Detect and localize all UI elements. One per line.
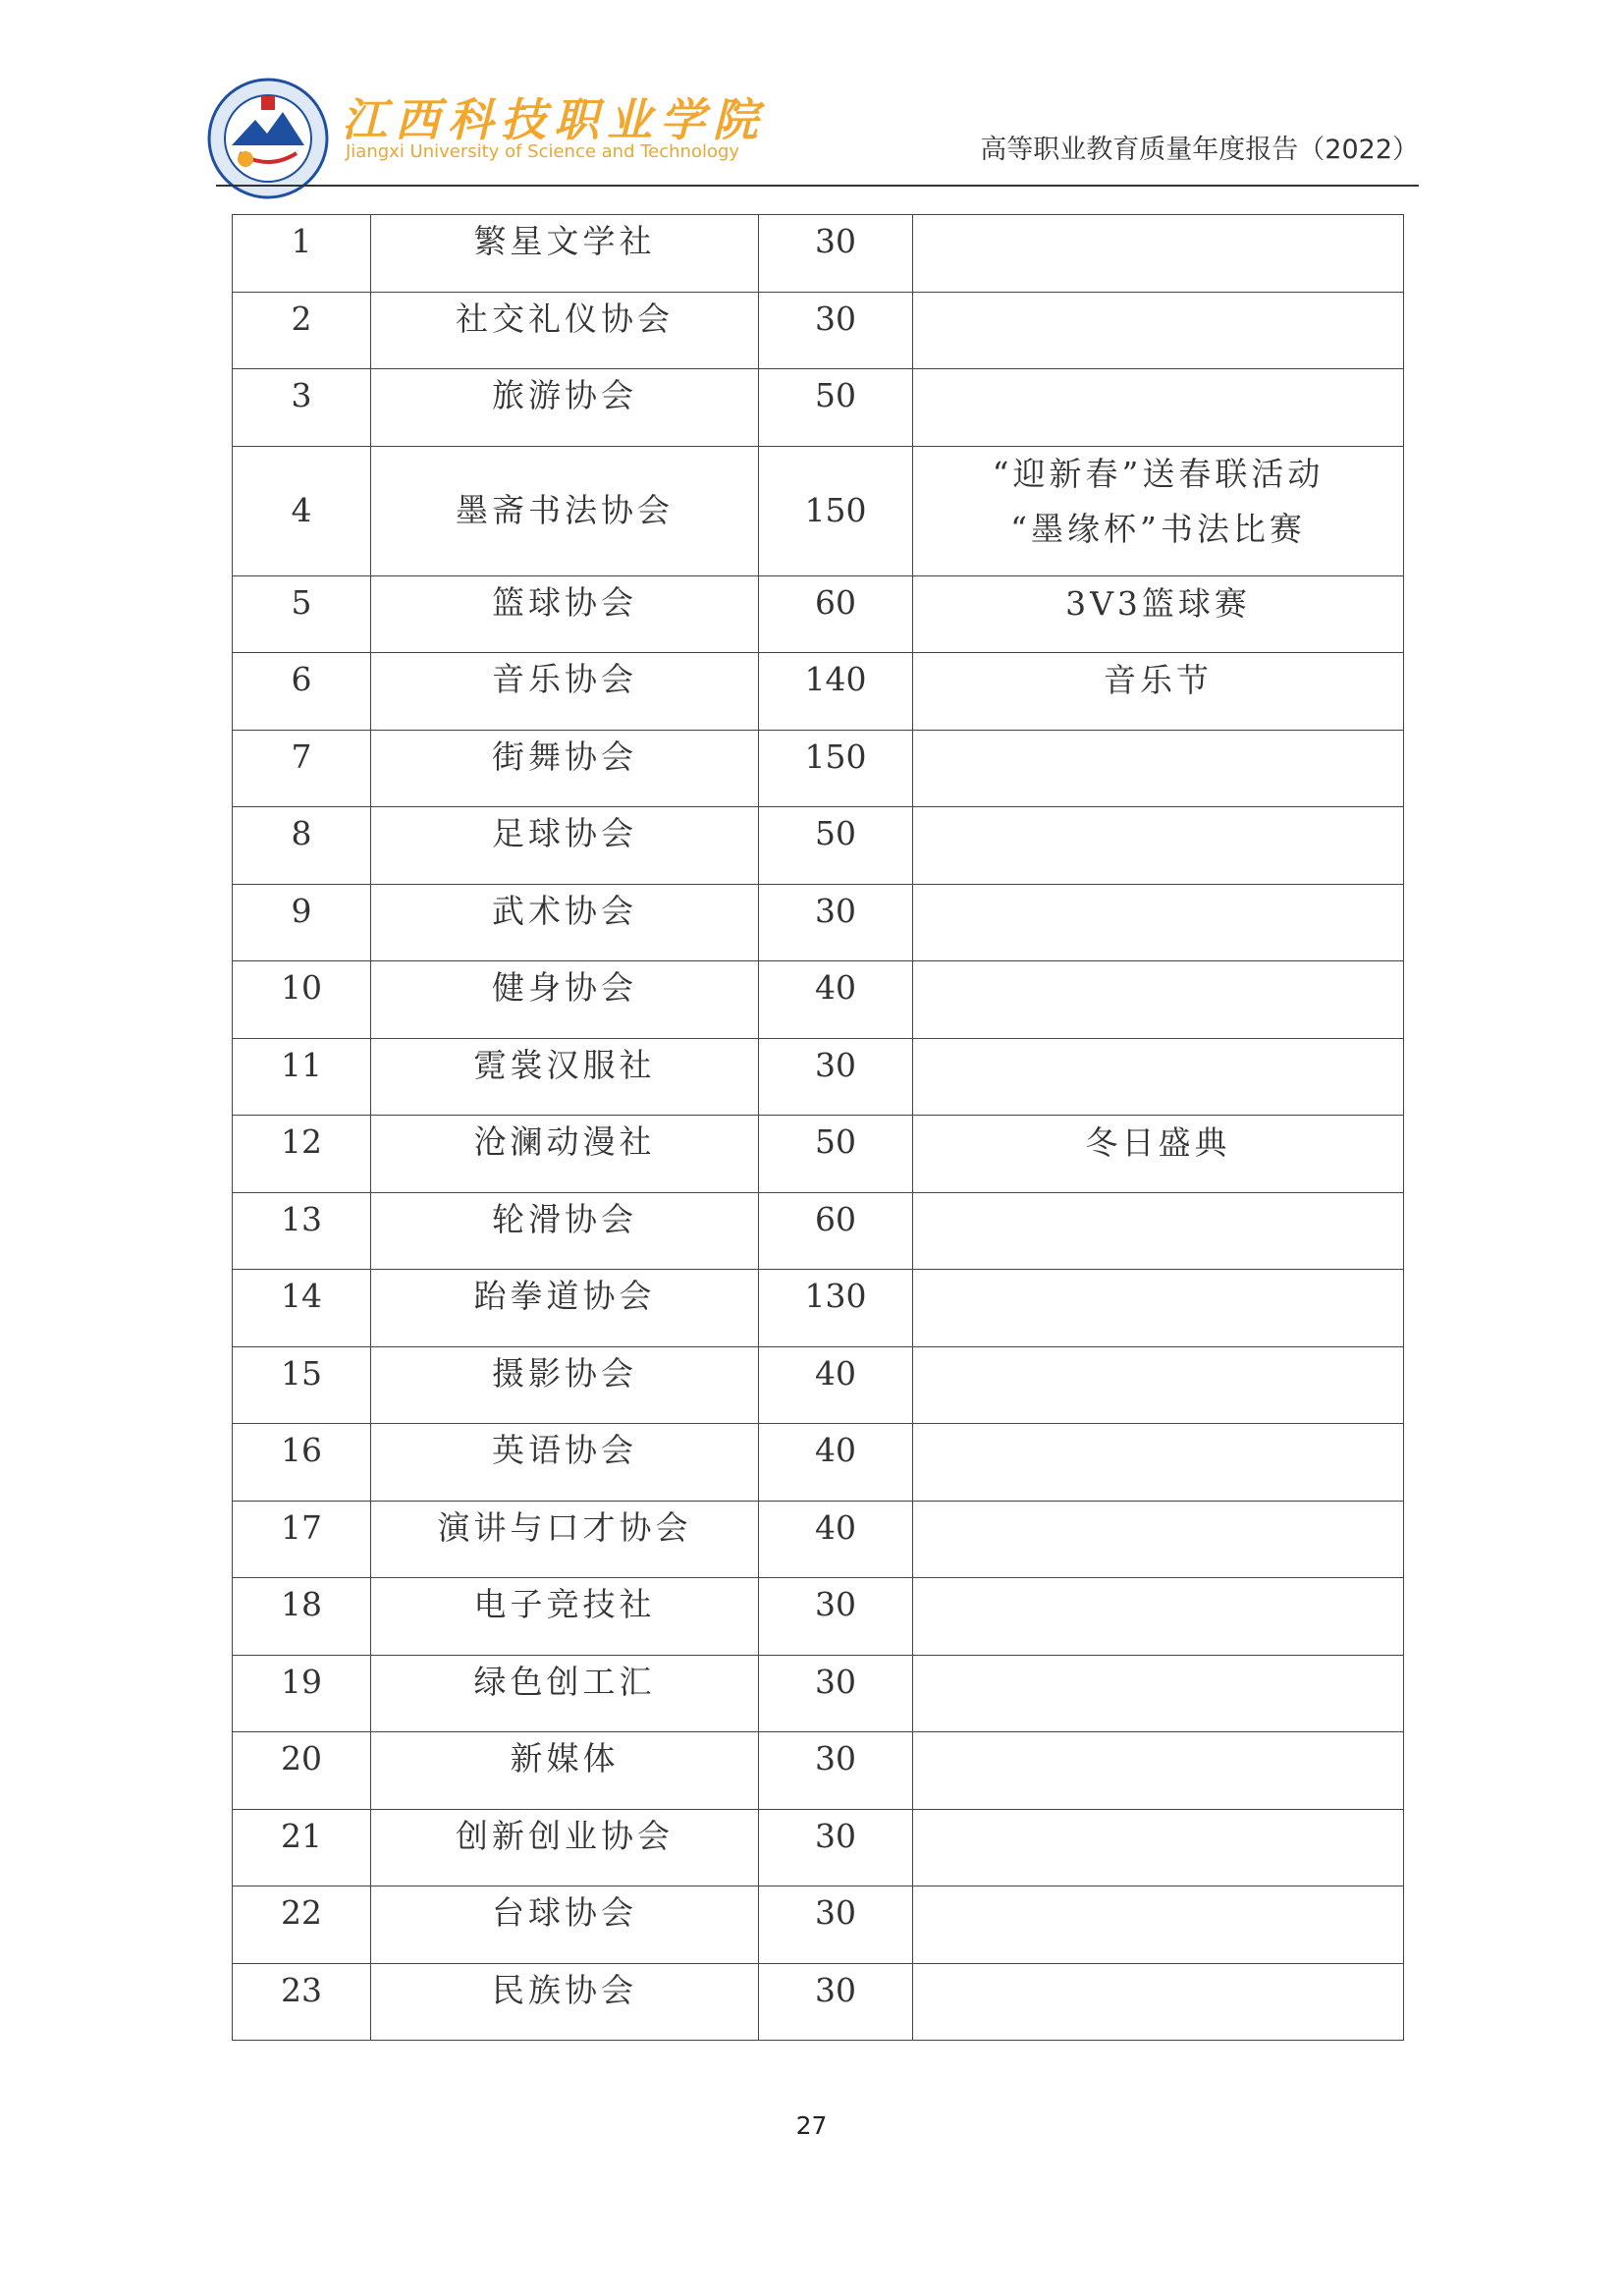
cell-number: 12 xyxy=(233,1116,371,1193)
activity-line: 3V3篮球赛 xyxy=(1065,583,1251,623)
school-name-cn: 江西科技职业学院 xyxy=(342,93,766,146)
cell-club-name: 街舞协会 xyxy=(371,730,759,807)
cell-activities xyxy=(913,1886,1404,1964)
table-row xyxy=(233,1501,1404,1578)
cell-activities xyxy=(913,1346,1404,1424)
table-row xyxy=(233,369,1404,447)
cell-activities xyxy=(913,1038,1404,1116)
cell-number: 5 xyxy=(233,575,371,653)
cell-activities xyxy=(913,884,1404,961)
page-header xyxy=(206,77,1419,185)
cell-number: 17 xyxy=(233,1501,371,1578)
cell-club-name: 音乐协会 xyxy=(371,653,759,731)
table-row xyxy=(233,446,1404,575)
cell-club-name: 台球协会 xyxy=(371,1886,759,1964)
cell-member-count: 40 xyxy=(759,1501,913,1578)
cell-member-count: 30 xyxy=(759,1578,913,1656)
cell-activities xyxy=(913,730,1404,807)
table-row xyxy=(233,1424,1404,1502)
cell-activities xyxy=(913,292,1404,369)
cell-club-name: 旅游协会 xyxy=(371,369,759,447)
cell-member-count: 60 xyxy=(759,1192,913,1270)
cell-number: 20 xyxy=(233,1732,371,1810)
cell-number: 16 xyxy=(233,1424,371,1502)
cell-activities xyxy=(913,1270,1404,1347)
cell-number: 15 xyxy=(233,1346,371,1424)
table-row xyxy=(233,1116,1404,1193)
cell-member-count: 30 xyxy=(759,1963,913,2041)
table-row xyxy=(233,1732,1404,1810)
cell-activities xyxy=(913,1578,1404,1656)
cell-member-count: 150 xyxy=(759,730,913,807)
cell-club-name: 霓裳汉服社 xyxy=(371,1038,759,1116)
table-row xyxy=(233,575,1404,653)
school-name-en: Jiangxi University of Science and Technology xyxy=(346,141,740,162)
cell-number: 7 xyxy=(233,730,371,807)
cell-club-name: 新媒体 xyxy=(371,1732,759,1810)
cell-club-name: 民族协会 xyxy=(371,1963,759,2041)
cell-club-name: 墨斋书法协会 xyxy=(371,446,759,575)
cell-member-count: 50 xyxy=(759,369,913,447)
cell-member-count: 30 xyxy=(759,292,913,369)
cell-activities xyxy=(913,1501,1404,1578)
cell-number: 1 xyxy=(233,215,371,293)
cell-activities xyxy=(913,1424,1404,1502)
club-table-body xyxy=(233,215,1404,2041)
cell-member-count: 50 xyxy=(759,807,913,885)
cell-club-name: 摄影协会 xyxy=(371,1346,759,1424)
cell-number: 13 xyxy=(233,1192,371,1270)
table-row xyxy=(233,730,1404,807)
page-number: 27 xyxy=(795,2111,828,2140)
cell-member-count: 40 xyxy=(759,1424,913,1502)
table-row xyxy=(233,1655,1404,1732)
cell-activities xyxy=(913,575,1404,653)
cell-club-name: 英语协会 xyxy=(371,1424,759,1502)
cell-member-count: 30 xyxy=(759,1886,913,1964)
cell-number: 18 xyxy=(233,1578,371,1656)
cell-member-count: 40 xyxy=(759,961,913,1039)
cell-club-name: 社交礼仪协会 xyxy=(371,292,759,369)
cell-club-name: 健身协会 xyxy=(371,961,759,1039)
cell-number: 23 xyxy=(233,1963,371,2041)
cell-number: 21 xyxy=(233,1809,371,1886)
table-row xyxy=(233,215,1404,293)
cell-activities xyxy=(913,215,1404,293)
school-emblem-icon xyxy=(206,77,330,200)
report-title: 高等职业教育质量年度报告（2022） xyxy=(980,135,1419,165)
cell-club-name: 电子竞技社 xyxy=(371,1578,759,1656)
cell-number: 11 xyxy=(233,1038,371,1116)
table-row xyxy=(233,292,1404,369)
cell-member-count: 150 xyxy=(759,446,913,575)
cell-number: 3 xyxy=(233,369,371,447)
cell-activities xyxy=(913,1963,1404,2041)
cell-activities xyxy=(913,1732,1404,1810)
table-row xyxy=(233,1886,1404,1964)
cell-number: 9 xyxy=(233,884,371,961)
cell-club-name: 武术协会 xyxy=(371,884,759,961)
table-row xyxy=(233,1346,1404,1424)
club-table xyxy=(232,214,1403,2041)
cell-member-count: 30 xyxy=(759,215,913,293)
cell-activities xyxy=(913,1116,1404,1193)
cell-club-name: 跆拳道协会 xyxy=(371,1270,759,1347)
cell-club-name: 沧澜动漫社 xyxy=(371,1116,759,1193)
cell-number: 4 xyxy=(233,446,371,575)
activity-line: “墨缘杯”书法比赛 xyxy=(1010,509,1306,548)
activity-line: “迎新春”送春联活动 xyxy=(992,454,1325,493)
cell-number: 10 xyxy=(233,961,371,1039)
table-row xyxy=(233,1038,1404,1116)
cell-member-count: 130 xyxy=(759,1270,913,1347)
table-row xyxy=(233,1963,1404,2041)
cell-member-count: 30 xyxy=(759,1809,913,1886)
cell-member-count: 40 xyxy=(759,1346,913,1424)
cell-activities xyxy=(913,961,1404,1039)
cell-activities xyxy=(913,653,1404,731)
cell-number: 14 xyxy=(233,1270,371,1347)
cell-club-name: 繁星文学社 xyxy=(371,215,759,293)
table-row xyxy=(233,807,1404,885)
header-divider xyxy=(216,185,1419,187)
table-row xyxy=(233,1809,1404,1886)
cell-club-name: 篮球协会 xyxy=(371,575,759,653)
cell-number: 6 xyxy=(233,653,371,731)
table-row xyxy=(233,1192,1404,1270)
cell-activities xyxy=(913,1809,1404,1886)
cell-number: 2 xyxy=(233,292,371,369)
cell-club-name: 演讲与口才协会 xyxy=(371,1501,759,1578)
cell-number: 19 xyxy=(233,1655,371,1732)
cell-number: 22 xyxy=(233,1886,371,1964)
cell-activities xyxy=(913,446,1404,575)
cell-club-name: 绿色创工汇 xyxy=(371,1655,759,1732)
cell-member-count: 30 xyxy=(759,1655,913,1732)
cell-member-count: 50 xyxy=(759,1116,913,1193)
cell-activities xyxy=(913,807,1404,885)
activity-line: 冬日盛典 xyxy=(1085,1123,1231,1162)
table-row xyxy=(233,961,1404,1039)
table-row xyxy=(233,653,1404,731)
cell-club-name: 足球协会 xyxy=(371,807,759,885)
cell-activities xyxy=(913,1655,1404,1732)
cell-activities xyxy=(913,369,1404,447)
activity-line: 音乐节 xyxy=(1104,661,1213,699)
cell-club-name: 创新创业协会 xyxy=(371,1809,759,1886)
cell-member-count: 30 xyxy=(759,1038,913,1116)
table-row xyxy=(233,1578,1404,1656)
cell-number: 8 xyxy=(233,807,371,885)
cell-member-count: 140 xyxy=(759,653,913,731)
cell-club-name: 轮滑协会 xyxy=(371,1192,759,1270)
cell-member-count: 30 xyxy=(759,884,913,961)
cell-member-count: 60 xyxy=(759,575,913,653)
cell-member-count: 30 xyxy=(759,1732,913,1810)
cell-activities xyxy=(913,1192,1404,1270)
table-row xyxy=(233,1270,1404,1347)
table-row xyxy=(233,884,1404,961)
